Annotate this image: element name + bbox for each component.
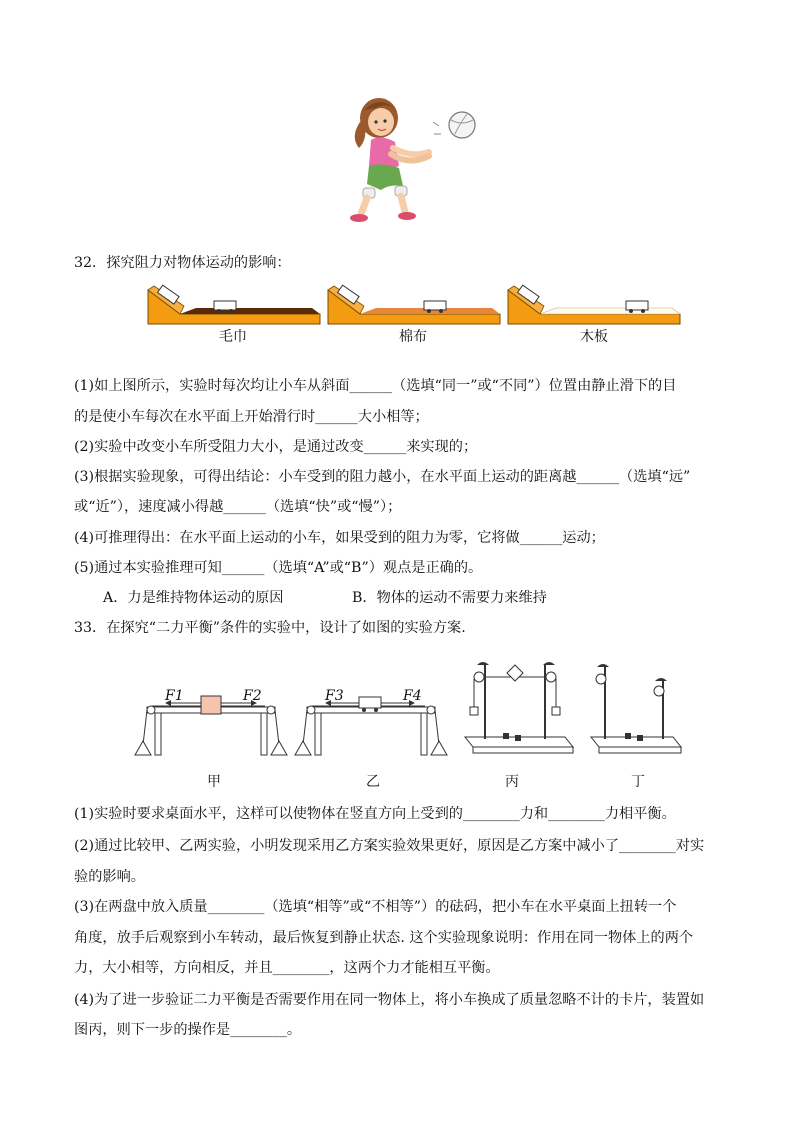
q32-line-1: (1)如上图所示，实验时每次均让小车从斜面______（选填“同一”或“不同”）位置由静止滑下的目 <box>74 378 677 394</box>
girl-volleyball-illustration <box>345 92 480 224</box>
q33-line-8: 图丙，则下一步的操作是________。 <box>74 1022 302 1038</box>
q32-line-6: (4)可推理得出：在水平面上运动的小车，如果受到的阻力为零，它将做______运动； <box>74 530 605 546</box>
figure-label-ding: 丁 <box>631 774 645 790</box>
figure-label-yi: 乙 <box>366 774 380 790</box>
force-label-f2: F2 <box>243 688 262 704</box>
figure-label-jia: 甲 <box>207 774 221 790</box>
cotton-ramp <box>328 285 500 324</box>
setup-bing <box>465 662 573 753</box>
surface-label-cotton: 棉布 <box>399 329 427 345</box>
q33-line-4: (3)在两盘中放入质量________（选填“相等”或“不相等”）的砝码，把小车在水平桌面上扭转一个 <box>74 899 677 915</box>
q33-line-1: (1)实验时要求桌面水平，这样可以使物体在竖直方向上受到的________力和________力相平衡。 <box>74 806 676 822</box>
force-label-f3: F3 <box>325 688 344 704</box>
q32-line-3: (2)实验中改变小车所受阻力大小，是通过改变______来实现的； <box>74 439 478 455</box>
towel-ramp <box>148 285 320 324</box>
q32-title: 32．探究阻力对物体运动的影响： <box>74 255 291 271</box>
q32-line-5: 或“近”），速度减小得越______（选填“快”或“慢”）； <box>74 499 402 515</box>
q32-option-a: A．力是维持物体运动的原因 <box>103 590 284 606</box>
wood-ramp <box>508 285 680 324</box>
setup-ding <box>591 664 681 753</box>
q32-line-7: (5)通过本实验推理可知______（选填“A”或“B”）观点是正确的。 <box>74 560 483 576</box>
q32-line-4: (3)根据实验现象，可得出结论：小车受到的阻力越小，在水平面上运动的距离越______（选填“远” <box>74 469 691 485</box>
q33-line-7: (4)为了进一步验证二力平衡是否需要作用在同一物体上，将小车换成了质量忽略不计的卡片，装置如 <box>74 992 705 1008</box>
q33-line-3: 验的影响。 <box>74 869 145 885</box>
q33-line-2: (2)通过比较甲、乙两实验，小明发现采用乙方案实验效果更好，原因是乙方案中减小了________对实 <box>74 838 705 854</box>
q33-title: 33．在探究“二力平衡”条件的实验中，设计了如图的实验方案. <box>74 620 466 636</box>
q33-balance-figures <box>125 655 685 765</box>
q32-line-2: 的是使小车每次在水平面上开始滑行时______大小相等； <box>74 409 429 425</box>
q33-line-6: 力，大小相等，方向相反，并且________，这两个力才能相互平衡。 <box>74 960 500 976</box>
setup-yi <box>295 697 447 755</box>
surface-label-towel: 毛巾 <box>219 329 247 345</box>
force-label-f1: F1 <box>165 688 184 704</box>
setup-jia <box>135 696 287 755</box>
surface-label-wood: 木板 <box>580 329 608 345</box>
q33-line-5: 角度，放手后观察到小车转动，最后恢复到静止状态. 这个实验现象说明：作用在同一物体上的两个 <box>74 930 694 946</box>
q32-option-b: B．物体的运动不需要力来维持 <box>352 590 547 606</box>
figure-label-bing: 丙 <box>505 774 519 790</box>
force-label-f4: F4 <box>403 688 422 704</box>
